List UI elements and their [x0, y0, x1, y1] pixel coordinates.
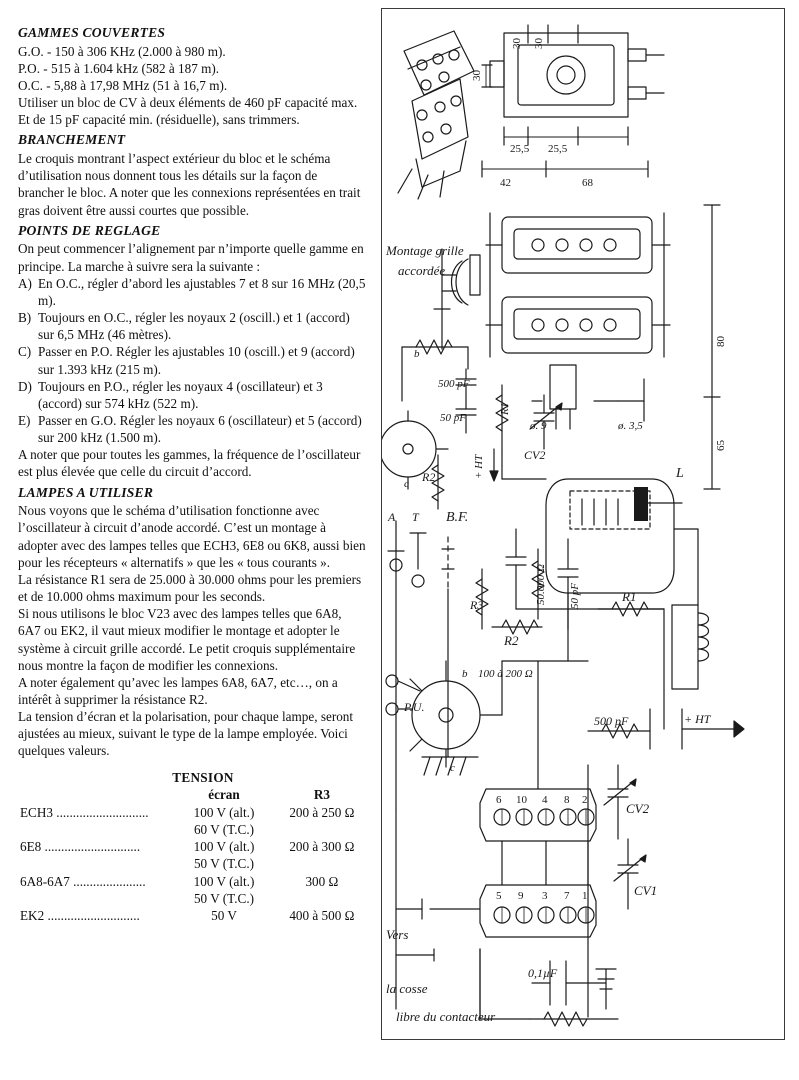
dim-25-5-b: 25,5 [548, 143, 568, 155]
list-item [18, 343, 366, 377]
pin-3: 3 [542, 890, 548, 902]
socket-perspective-sketch [398, 31, 474, 199]
table-cell-lamp: 6A8-6A7 ...................... [20, 873, 146, 889]
label-diameter-9: ø. 9 [530, 420, 547, 432]
label-100-200: 100 à 200 Ω [478, 668, 533, 680]
table-cell-r3: 300 Ω [305, 873, 339, 889]
label-ht-low: + HT [684, 712, 711, 726]
table-cell-ecran: 50 V [211, 907, 237, 923]
label-vers: Vers [386, 927, 409, 942]
label-50pf: 50 pF [569, 583, 581, 609]
table-cell-lamp: 6E8 ............................. [20, 839, 141, 855]
reglage-list [18, 275, 366, 447]
list-item [18, 378, 366, 412]
pin-1: 1 [582, 890, 588, 902]
mid-left-circuit [382, 340, 562, 509]
table-cell-spacer [278, 855, 366, 872]
label-500pf-top: 500 pF [438, 378, 470, 390]
paragraph-oc: O.C. - 5,88 à 17,98 MHz (51 à 16,7 m). [18, 77, 228, 93]
list-item [18, 412, 366, 446]
table-row [18, 804, 366, 821]
table-cell-spacer [18, 855, 170, 872]
label-diameter-3-5: ø. 3,5 [618, 420, 643, 432]
list-item [18, 275, 366, 309]
paragraph-lampes-5: La tension d’écran et la polarisation, pour chaque lampe, seront ajustées au mieux, suivant le type de la lampe employée. Voici quelques valeurs. [18, 709, 354, 759]
label-la-cosse: la cosse [386, 981, 428, 996]
pin-4: 4 [542, 794, 548, 806]
list-item [18, 309, 366, 343]
label-01uf: 0,1µF [528, 966, 558, 980]
label-libre: libre du contacteur [396, 1009, 496, 1024]
label-r2-top: R2 [422, 470, 436, 484]
schematic-drawing [382, 9, 784, 1039]
list-item-text: En O.C., régler d’abord les ajustables 7 et 8 sur 16 MHz (20,5 m). [38, 275, 366, 308]
pin-8: 8 [564, 794, 570, 806]
label-500pf-low: 500 pF [594, 714, 629, 728]
pin-7: 7 [564, 890, 570, 902]
pin-10: 10 [516, 794, 527, 806]
label-cv1: CV1 [634, 883, 658, 898]
list-item-text: Toujours en P.O., régler les noyaux 4 (oscillateur) et 3 (accord) sur 574 kHz (522 m). [38, 378, 323, 411]
table-cell-ecran-alt: 60 V (T.C.) [193, 822, 255, 838]
label-r1-top: R1 [499, 402, 511, 415]
label-accordee: accordée [398, 263, 446, 278]
table-header-row [18, 786, 366, 804]
label-R2-mid: R2 [504, 633, 519, 648]
figure-panel [381, 8, 785, 1040]
dim-30-a: 30 [511, 38, 523, 49]
text-column [18, 24, 366, 924]
table-cell-lamp: EK2 ............................ [20, 907, 140, 923]
label-b-low: b [462, 668, 468, 680]
table-cell-spacer [278, 821, 366, 838]
table-cell-ecran: 100 V (alt.) [193, 873, 255, 889]
wiring-runs [396, 453, 698, 1019]
dim-80: 80 [715, 336, 727, 347]
label-A: A [388, 510, 396, 524]
label-c-low: c [450, 762, 455, 774]
table-row [18, 855, 366, 872]
paragraph-lampes-3: Si nous utilisons le bloc V23 avec des lampes telles que 6A8, 6A7 ou EK2, il vaut mieux modifier le montage et adopter le système à circuit grille accordé. Le petit croquis supplémentaire nous montre la façon de modifier les connexions. [18, 606, 356, 673]
paragraph-go: G.O. - 150 à 306 KHz (2.000 à 980 m). [18, 43, 226, 59]
paragraph-lampes-4: A noter également qu’avec les lampes 6A8, 6A7, etc…, on a intérêt à supprimer la résistance R2. [18, 674, 338, 707]
paragraph-lampes-1: Nous voyons que le schéma d’utilisation fonctionne avec l’oscillateur à circuit d’anode accordé. C’est un montage à adopter avec des lampes telles que ECH3, 6E8 ou 6K8, aussi bien pour les récepteurs « alternatifs » que les « tous courants ». [18, 503, 366, 570]
list-marker: B) [18, 310, 32, 326]
label-montage-grille: Montage grille [386, 243, 464, 258]
list-item-text: Passer en P.O. Régler les ajustables 10 (oscill.) et 9 (accord) sur 1.393 kHz (215 m). [38, 344, 355, 377]
label-cv2-low: CV2 [626, 801, 650, 816]
table-header-cell-0 [18, 786, 170, 804]
paragraph-lampes-2: La résistance R1 sera de 25.000 à 30.000 ohms pour les premiers et de 10.000 ohms maximum pour les seconds. [18, 571, 362, 605]
label-L: L [676, 466, 684, 481]
lower-right-circuit [480, 709, 744, 1026]
table-cell-spacer [18, 821, 170, 838]
table-row [18, 838, 366, 855]
table-cell-ecran-alt: 50 V (T.C.) [193, 890, 255, 906]
paragraph-cv: Utiliser un bloc de CV à deux éléments de 460 pF capacité max. Et de 15 pF capacité min. (résiduelle), sans trimmers. [18, 95, 358, 128]
table-cell-r3: 200 à 250 Ω [289, 804, 355, 820]
table-cell-ecran-alt: 50 V (T.C.) [193, 856, 255, 872]
label-c-top: c [404, 478, 409, 490]
pin-2: 2 [582, 794, 588, 806]
table-row [18, 907, 366, 924]
list-item-text: Passer en G.O. Régler les noyaux 6 (oscillateur) et 5 (accord) sur 200 kHz (1.500 m). [38, 412, 362, 446]
pin-6: 6 [496, 794, 502, 806]
table-row [18, 890, 366, 907]
section-heading-branchement: BRANCHEMENT [18, 132, 126, 148]
table-header-cell-1: écran [208, 786, 240, 802]
table-cell-spacer [18, 890, 170, 907]
paragraph-alignement: On peut commencer l’alignement par n’importe quelle gamme en principe. La marche à suivre sera la suivante : [18, 241, 364, 274]
label-50000: 50.000 Ω [535, 564, 547, 605]
pin-9: 9 [518, 890, 524, 902]
list-marker: A) [18, 275, 32, 291]
antenna-bf-section [388, 521, 664, 809]
label-R3: R3 [470, 598, 484, 612]
label-cv2-top: CV2 [524, 448, 546, 462]
table-row [18, 821, 366, 838]
table-header-cell-2: R3 [313, 786, 330, 802]
paragraph-frequence-note: A noter que pour toutes les gammes, la fréquence de l’oscillateur est plus élevée que celle du circuit d’accord. [18, 447, 361, 480]
list-item-text: Toujours en O.C., régler les noyaux 2 (oscill.) et 1 (accord) sur 6,5 MHz (46 mètres). [38, 310, 350, 343]
dim-68: 68 [582, 177, 593, 189]
dim-42: 42 [500, 177, 511, 189]
tension-table-title: TENSION [172, 769, 234, 785]
paragraph-branchement: Le croquis montrant l’aspect extérieur du bloc et le schéma d’utilisation nous donnent tous les détails sur la façon de brancher le bloc. A noter que les connexions représentées en trait gras doivent être aussi courtes que possible. [18, 151, 361, 218]
section-heading-lampes: LAMPES A UTILISER [18, 484, 154, 500]
label-R1: R1 [622, 589, 637, 604]
table-row [18, 873, 366, 890]
list-marker: C) [18, 344, 32, 360]
list-marker: E) [18, 412, 31, 428]
section-heading-points-reglage: POINTS DE REGLAGE [18, 222, 161, 238]
table-cell-lamp: ECH3 ............................ [20, 804, 149, 820]
tension-table-wrap [18, 769, 366, 924]
paragraph-po: P.O. - 515 à 1.604 kHz (582 à 187 m). [18, 60, 220, 76]
label-PU: P.U. [404, 700, 425, 714]
section-heading-gammes: GAMMES COUVERTES [18, 25, 166, 40]
dim-30-c: 30 [471, 70, 483, 81]
table-cell-ecran: 100 V (alt.) [193, 804, 255, 820]
table-cell-r3: 400 à 500 Ω [289, 907, 355, 923]
list-marker: D) [18, 378, 32, 394]
tension-table [18, 786, 366, 924]
mechanical-side-views [486, 205, 720, 489]
dim-25-5-a: 25,5 [510, 143, 530, 155]
label-ht-top: + HT [473, 454, 485, 479]
table-cell-ecran: 100 V (alt.) [193, 839, 255, 855]
pin-5: 5 [496, 890, 502, 902]
table-cell-spacer [278, 890, 366, 907]
dim-30-b: 30 [533, 38, 545, 49]
label-T: T [412, 510, 419, 524]
dim-65: 65 [715, 440, 727, 451]
table-cell-r3: 200 à 300 Ω [289, 839, 355, 855]
label-b-top: b [414, 348, 420, 360]
label-BF: B.F. [446, 510, 469, 525]
label-50pf-top: 50 pF [440, 412, 466, 424]
